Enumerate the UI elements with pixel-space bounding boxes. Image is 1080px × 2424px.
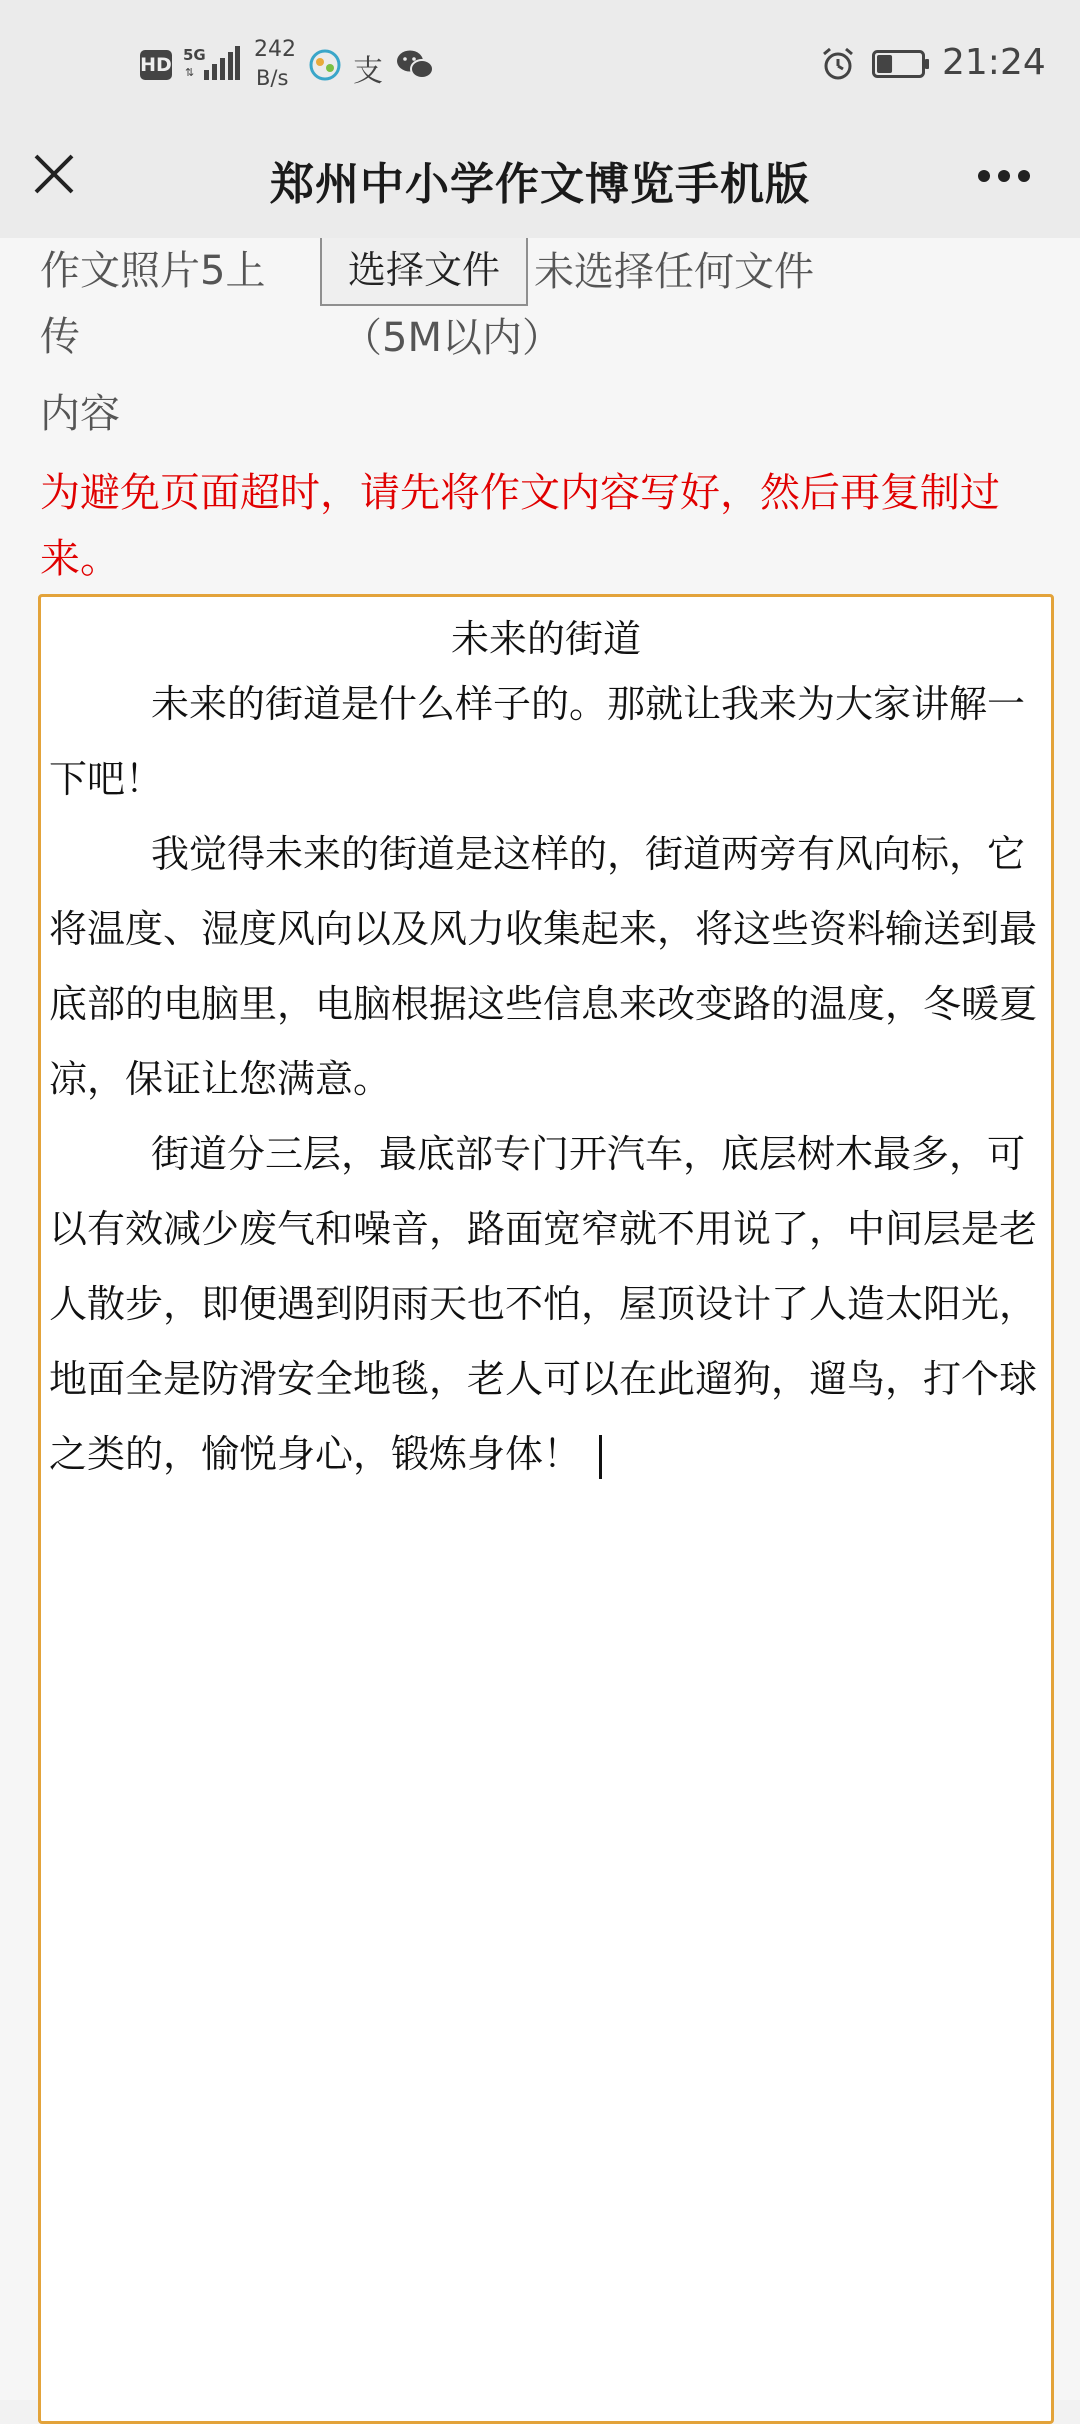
network-speed-unit: B/s [256, 66, 289, 90]
content-label: 内容 [40, 391, 120, 437]
wechat-icon [395, 48, 435, 82]
file-size-note: （5M以内） [342, 315, 562, 361]
status-time: 21:24 [942, 42, 1046, 83]
photo-upload-label: 作文照片5上传 [40, 248, 266, 360]
status-bar [0, 0, 1080, 130]
timeout-warning: 为避免页面超时，请先将作文内容写好，然后再复制过来。 [40, 470, 1000, 582]
network-speed-value: 242 [254, 37, 296, 62]
essay-body [49, 667, 1049, 1492]
essay-paragraph: 未来的街道是什么样子的。那就让我来为大家讲解一下吧！ [49, 682, 1026, 801]
text-cursor [599, 1435, 602, 1479]
choose-file-button[interactable]: 选择文件 [320, 238, 528, 306]
form-content [0, 238, 1080, 2400]
page-title: 郑州中小学作文博览手机版 [270, 159, 810, 210]
more-options-icon[interactable] [976, 168, 1032, 184]
hd-badge: HD [140, 50, 172, 80]
network-arrows-icon: ⇅ [185, 66, 195, 79]
signal-strength-icon [202, 46, 240, 80]
alarm-icon [820, 46, 856, 82]
essay-title: 未来的街道 [450, 617, 641, 661]
essay-paragraph: 我觉得未来的街道是这样的，街道两旁有风向标，它将温度、湿度风向以及风力收集起来，将这些资料输送到最底部的电脑里，电脑根据这些信息来改变路的温度，冬暖夏凉，保证让您满意。 [49, 832, 1038, 1101]
nav-bar [0, 130, 1080, 238]
essay-paragraph [49, 1117, 1049, 1492]
file-status-text: 未选择任何文件 [534, 249, 814, 295]
app-notification-icon [308, 48, 342, 82]
battery-icon [872, 50, 930, 78]
essay-content-textarea[interactable] [38, 594, 1054, 2424]
alipay-icon: 支 [353, 54, 383, 89]
network-type: 5G [183, 46, 206, 64]
essay-paragraph-text: 街道分三层，最底部专门开汽车，底层树木最多，可以有效减少废气和噪音，路面宽窄就不用说了，中间层是老人散步，即便遇到阴雨天也不怕，屋顶设计了人造太阳光，地面全是防滑安全地毯，老人可以在此遛狗，遛鸟，打个球之类的，愉悦身心，锻炼身体！ [49, 1132, 1038, 1476]
